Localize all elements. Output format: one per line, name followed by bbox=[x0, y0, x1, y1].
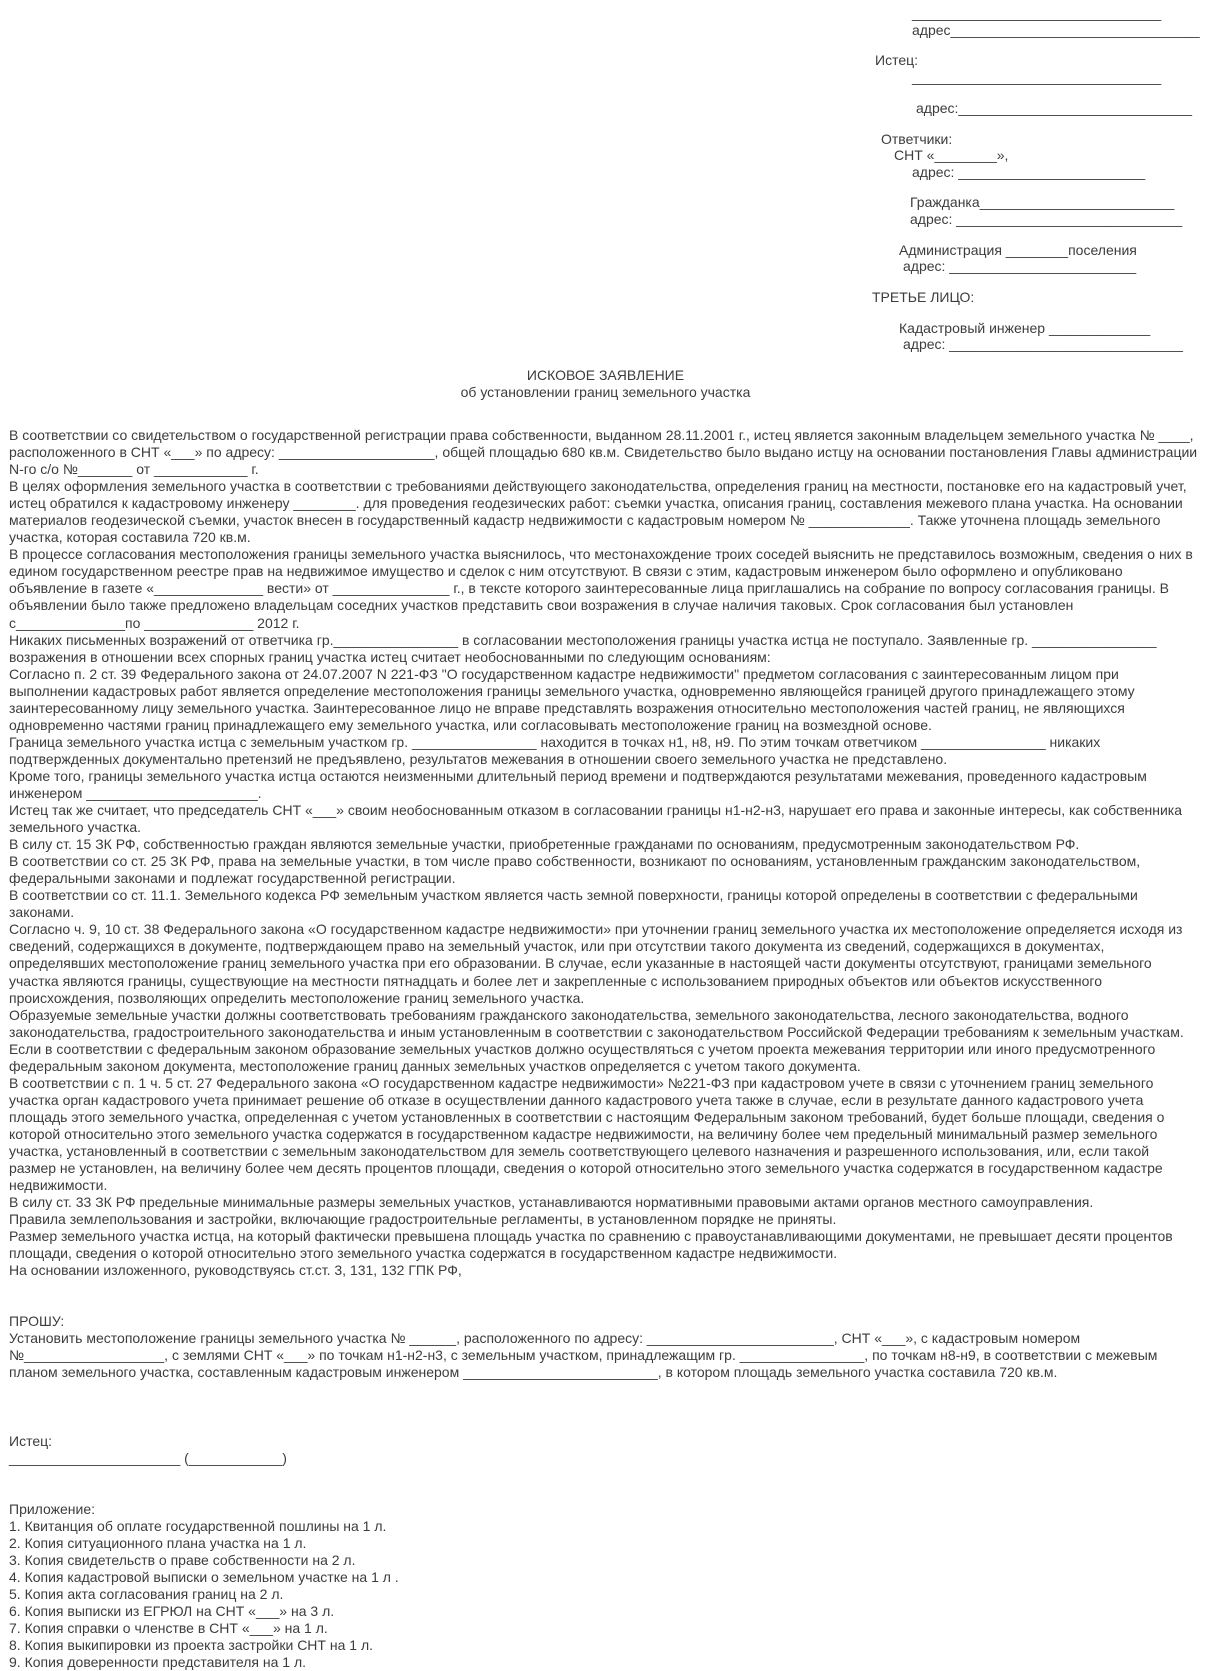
header-snt: СНТ «________», bbox=[894, 147, 1009, 163]
body-paragraph: Согласно ч. 9, 10 ст. 38 Федерального закона «О государственном кадастре недвижимости» при уточнении границ земельного участка их местоположение определяется исходя из сведений, содержащихся в документе, подтверждающем право на земельный участок, или при отсутствии такого документа из сведений, содержащихся в документах, определявших местоположение границ земельного участка при его образовании. В случае, если указанные в настоящей части документы отсутствуют, границами земельного участка являются границы, существующие на местности пятнадцать и более лет и закрепленные с использованием природных объектов или объектов искусственного происхождения, позволяющих определить местоположение границ земельного участка. bbox=[9, 921, 1183, 1006]
header-address-2: адрес:______________________________ bbox=[916, 100, 1193, 116]
appendix-item: 2. Копия ситуационного плана участка на 1 л. bbox=[9, 1534, 307, 1551]
body-paragraph: В соответствии с п. 1 ч. 5 ст. 27 Федерального закона «О государственном кадастре недвижимости» №221-ФЗ при кадастровом учете в связи с уточнением границ земельного участка орган кадастрового учета принимает решение об отказе в осуществлении данного кадастрового учета также в случае, если в результате данного кадастрового учета площадь этого земельного участка, определенная с учетом установленных в соответствии с настоящим Федеральным законом требований, будет больше площади, сведения о которой относительно этого земельного участка содержатся в государственном кадастре недвижимости, на величину более чем предельный минимальный размер земельного участка, установленный в соответствии с земельным законодательством для земель соответствующего целевого назначения и разрешенного использования, или, если такой размер не установлен, на величину более чем десять процентов площади, сведения о которой относительно этого земельного участка содержатся в государственном кадастре недвижимости. bbox=[9, 1074, 1165, 1194]
header-address-5: адрес: ________________________ bbox=[903, 258, 1137, 274]
appendix-list bbox=[9, 1518, 1199, 1671]
body-paragraph: Граница земельного участка истца с земельным участком гр. ________________ находится в точках н1, н8, н9. По этим точкам ответчиком ________________ никаких подтвержденных документально претензий не предъявлено, результатов межевания в отношении своего земельного участка не представлено. bbox=[9, 733, 1101, 767]
appendix-item: 7. Копия справки о членстве в СНТ «___» на 1 л. bbox=[9, 1619, 328, 1636]
body-paragraph: В соответствии со свидетельством о государственной регистрации права собственности, выданном 28.11.2001 г., истец является законным владельцем земельного участка № ____, расположенного в СНТ «___» по адресу: ____________________, общей площадью 680 кв.м. Свидетельство было выдано истцу на основании постановления Главы администрации N-го с/о №_______ от ____________ г. bbox=[9, 427, 1198, 478]
document-title: ИСКОВОЕ ЗАЯВЛЕНИЕ bbox=[526, 367, 685, 383]
header-address-3: адрес: ________________________ bbox=[912, 164, 1146, 180]
header-plaintiff-label: Истец: bbox=[875, 52, 919, 68]
body-paragraph: Кроме того, границы земельного участка истца остаются неизменными длительный период времени и подтверждаются результатами межевания, проведенного кадастровым инженером ______________________. bbox=[9, 767, 1147, 801]
body-paragraph: Никаких письменных возражений от ответчика гр.________________ в согласовании местоположения границы участка истца не поступало. Заявленные гр. ________________ возражения в отношении всех спорных границ участка истец считает необоснованными по следующим основаниям: bbox=[9, 631, 1157, 665]
body-paragraph: Истец так же считает, что председатель СНТ «___» своим необоснованным отказом в согласовании границы н1-н2-н3, нарушает его права и законные интересы, как собственника земельного участка. bbox=[9, 802, 1183, 836]
appendix-item: 1. Квитанция об оплате государственной пошлины на 1 л. bbox=[9, 1517, 387, 1534]
body-paragraph: Размер земельного участка истца, на который фактически превышена площадь участка по сравнению с правоустанавливающими документами, не превышает десяти процентов площади, сведения о которой относительно этого земельного участка содержатся в государственном кадастре недвижимости. bbox=[9, 1228, 1173, 1262]
header-line-1: ________________________________ bbox=[912, 5, 1162, 21]
header-address-6: адрес: ______________________________ bbox=[903, 336, 1183, 352]
body-paragraph: Согласно п. 2 ст. 39 Федерального закона от 24.07.2007 N 221-ФЗ "О государственном кадастре недвижимости" предметом согласования с заинтересованным лицом при выполнении кадастровых работ является определение местоположения границы земельного участка, одновременно являющейся границей другого принадлежащего этому заинтересованному лицу земельного участка. Заинтересованное лицо не вправе представлять возражения относительно местоположения частей границ, не являющихся одновременно частями границ принадлежащего ему земельного участка, или согласовывать местоположение границ на возмездной основе. bbox=[9, 665, 1135, 733]
header-cadastral-engineer: Кадастровый инженер _____________ bbox=[899, 320, 1151, 336]
appendix-item: 8. Копия выкипировки из проекта застройки СНТ на 1 л. bbox=[9, 1637, 373, 1653]
header-line-2: ________________________________ bbox=[912, 69, 1162, 85]
body-paragraph: В процессе согласования местоположения границы земельного участка выяснилось, что местонахождение троих соседей выяснить не представилось возможным, сведения о них в едином государственном реестре прав на недвижимое имущество и сделок с ним отсутствуют. В связи с этим, кадастровым инженером было оформлено и опубликовано объявление в газете «______________ вести» от _______________ г., в тексте которого заинтересованные лица приглашались на собрание по вопросу согласования границы. В объявлении было также предложено владельцам соседних участков представить свои возражения в случае наличия таковых. Срок согласования был установлен с______________по ______________ 2012 г. bbox=[9, 546, 1193, 631]
header-defendants-label: Ответчики: bbox=[881, 131, 953, 147]
header-administration: Администрация ________поселения bbox=[899, 242, 1137, 258]
appendix-heading: Приложение: bbox=[9, 1500, 96, 1517]
document-body bbox=[9, 427, 1199, 1671]
appendix-item: 5. Копия акта согласования границ на 2 л. bbox=[9, 1585, 284, 1602]
request-text: Установить местоположение границы земельного участка № ______, расположенного по адресу: ________________________, СНТ «___», с кадастровым номером №__________________, с землями СНТ «___» по точкам н1-н2-н3, с земельным участком, принадлежащим гр. ________________, по точкам н8-н9, в соответствии с межевым планом земельного участка, составленным кадастровым инженером _________________________, в котором площадь земельного участка составила 720 кв.м. bbox=[9, 1330, 1158, 1381]
document-subtitle: об установлении границ земельного участка bbox=[460, 384, 751, 400]
body-paragraphs bbox=[9, 427, 1199, 1279]
body-paragraph: В целях оформления земельного участка в соответствии с требованиями действующего законодательства, определения границ на местности, постановке его на кадастровый учет, истец обратился к кадастровому инженеру ________. для проведения геодезических работ: съемки участка, описания границ, составления межевого плана участка. На основании материалов геодезической съемки, участок внесен в государственный кадастр недвижимости с кадастровым номером № _____________. Также уточнена площадь земельного участка, которая составила 720 кв.м. bbox=[9, 478, 1187, 546]
appendix-item: 9. Копия доверенности представителя на 1 л. bbox=[9, 1654, 307, 1671]
body-paragraph: В силу ст. 15 ЗК РФ, собственностью граждан являются земельные участки, приобретенные гражданами по основаниям, предусмотренным законодательством РФ. bbox=[9, 836, 1080, 853]
signature-label: Истец: bbox=[9, 1432, 53, 1449]
header-address-1: адрес________________________________ bbox=[912, 22, 1200, 38]
header-address-4: адрес: _____________________________ bbox=[910, 211, 1183, 227]
header-citizen: Гражданка_________________________ bbox=[910, 194, 1175, 210]
request-heading: ПРОШУ: bbox=[9, 1313, 65, 1330]
appendix-item: 6. Копия выписки из ЕГРЮЛ на СНТ «___» на 3 л. bbox=[9, 1602, 335, 1619]
signature-line: ______________________ (____________) bbox=[9, 1449, 287, 1466]
body-paragraph: В соответствии со ст. 11.1. Земельного кодекса РФ земельным участком является часть земной поверхности, границы которой определены в соответствии с федеральными законами. bbox=[9, 887, 1138, 921]
appendix-item: 3. Копия свидетельств о праве собственности на 2 л. bbox=[9, 1551, 356, 1568]
body-paragraph: В соответствии со ст. 25 ЗК РФ, права на земельные участки, в том числе право собственности, возникают по основаниям, установленным гражданским законодательством, федеральными законами и подлежат государственной регистрации. bbox=[9, 853, 1141, 887]
header-third-party-label: ТРЕТЬЕ ЛИЦО: bbox=[872, 289, 975, 305]
appendix-item: 4. Копия кадастровой выписки о земельном участке на 1 л . bbox=[9, 1568, 399, 1585]
body-paragraph: Правила землепользования и застройки, включающие градостроительные регламенты, в установленном порядке не приняты. bbox=[9, 1211, 837, 1228]
body-paragraph: Образуемые земельные участки должны соответствовать требованиям гражданского законодательства, земельного законодательства, лесного законодательства, водного законодательства, градостроительного законодательства и иным установленным в соответствии с законодательством Российской Федерации требованиям к земельным участкам. Если в соответствии с федеральным законом образование земельных участков должно осуществляться с учетом проекта межевания территории или иного предусмотренного федеральным законом документа, местоположение границ данных земельных участков определяется с учетом такого документа. bbox=[9, 1006, 1184, 1074]
body-paragraph: На основании изложенного, руководствуясь ст.ст. 3, 131, 132 ГПК РФ, bbox=[9, 1262, 462, 1279]
body-paragraph: В силу ст. 33 ЗК РФ предельные минимальные размеры земельных участков, устанавливаются нормативными правовыми актами органов местного самоуправления. bbox=[9, 1194, 1094, 1211]
